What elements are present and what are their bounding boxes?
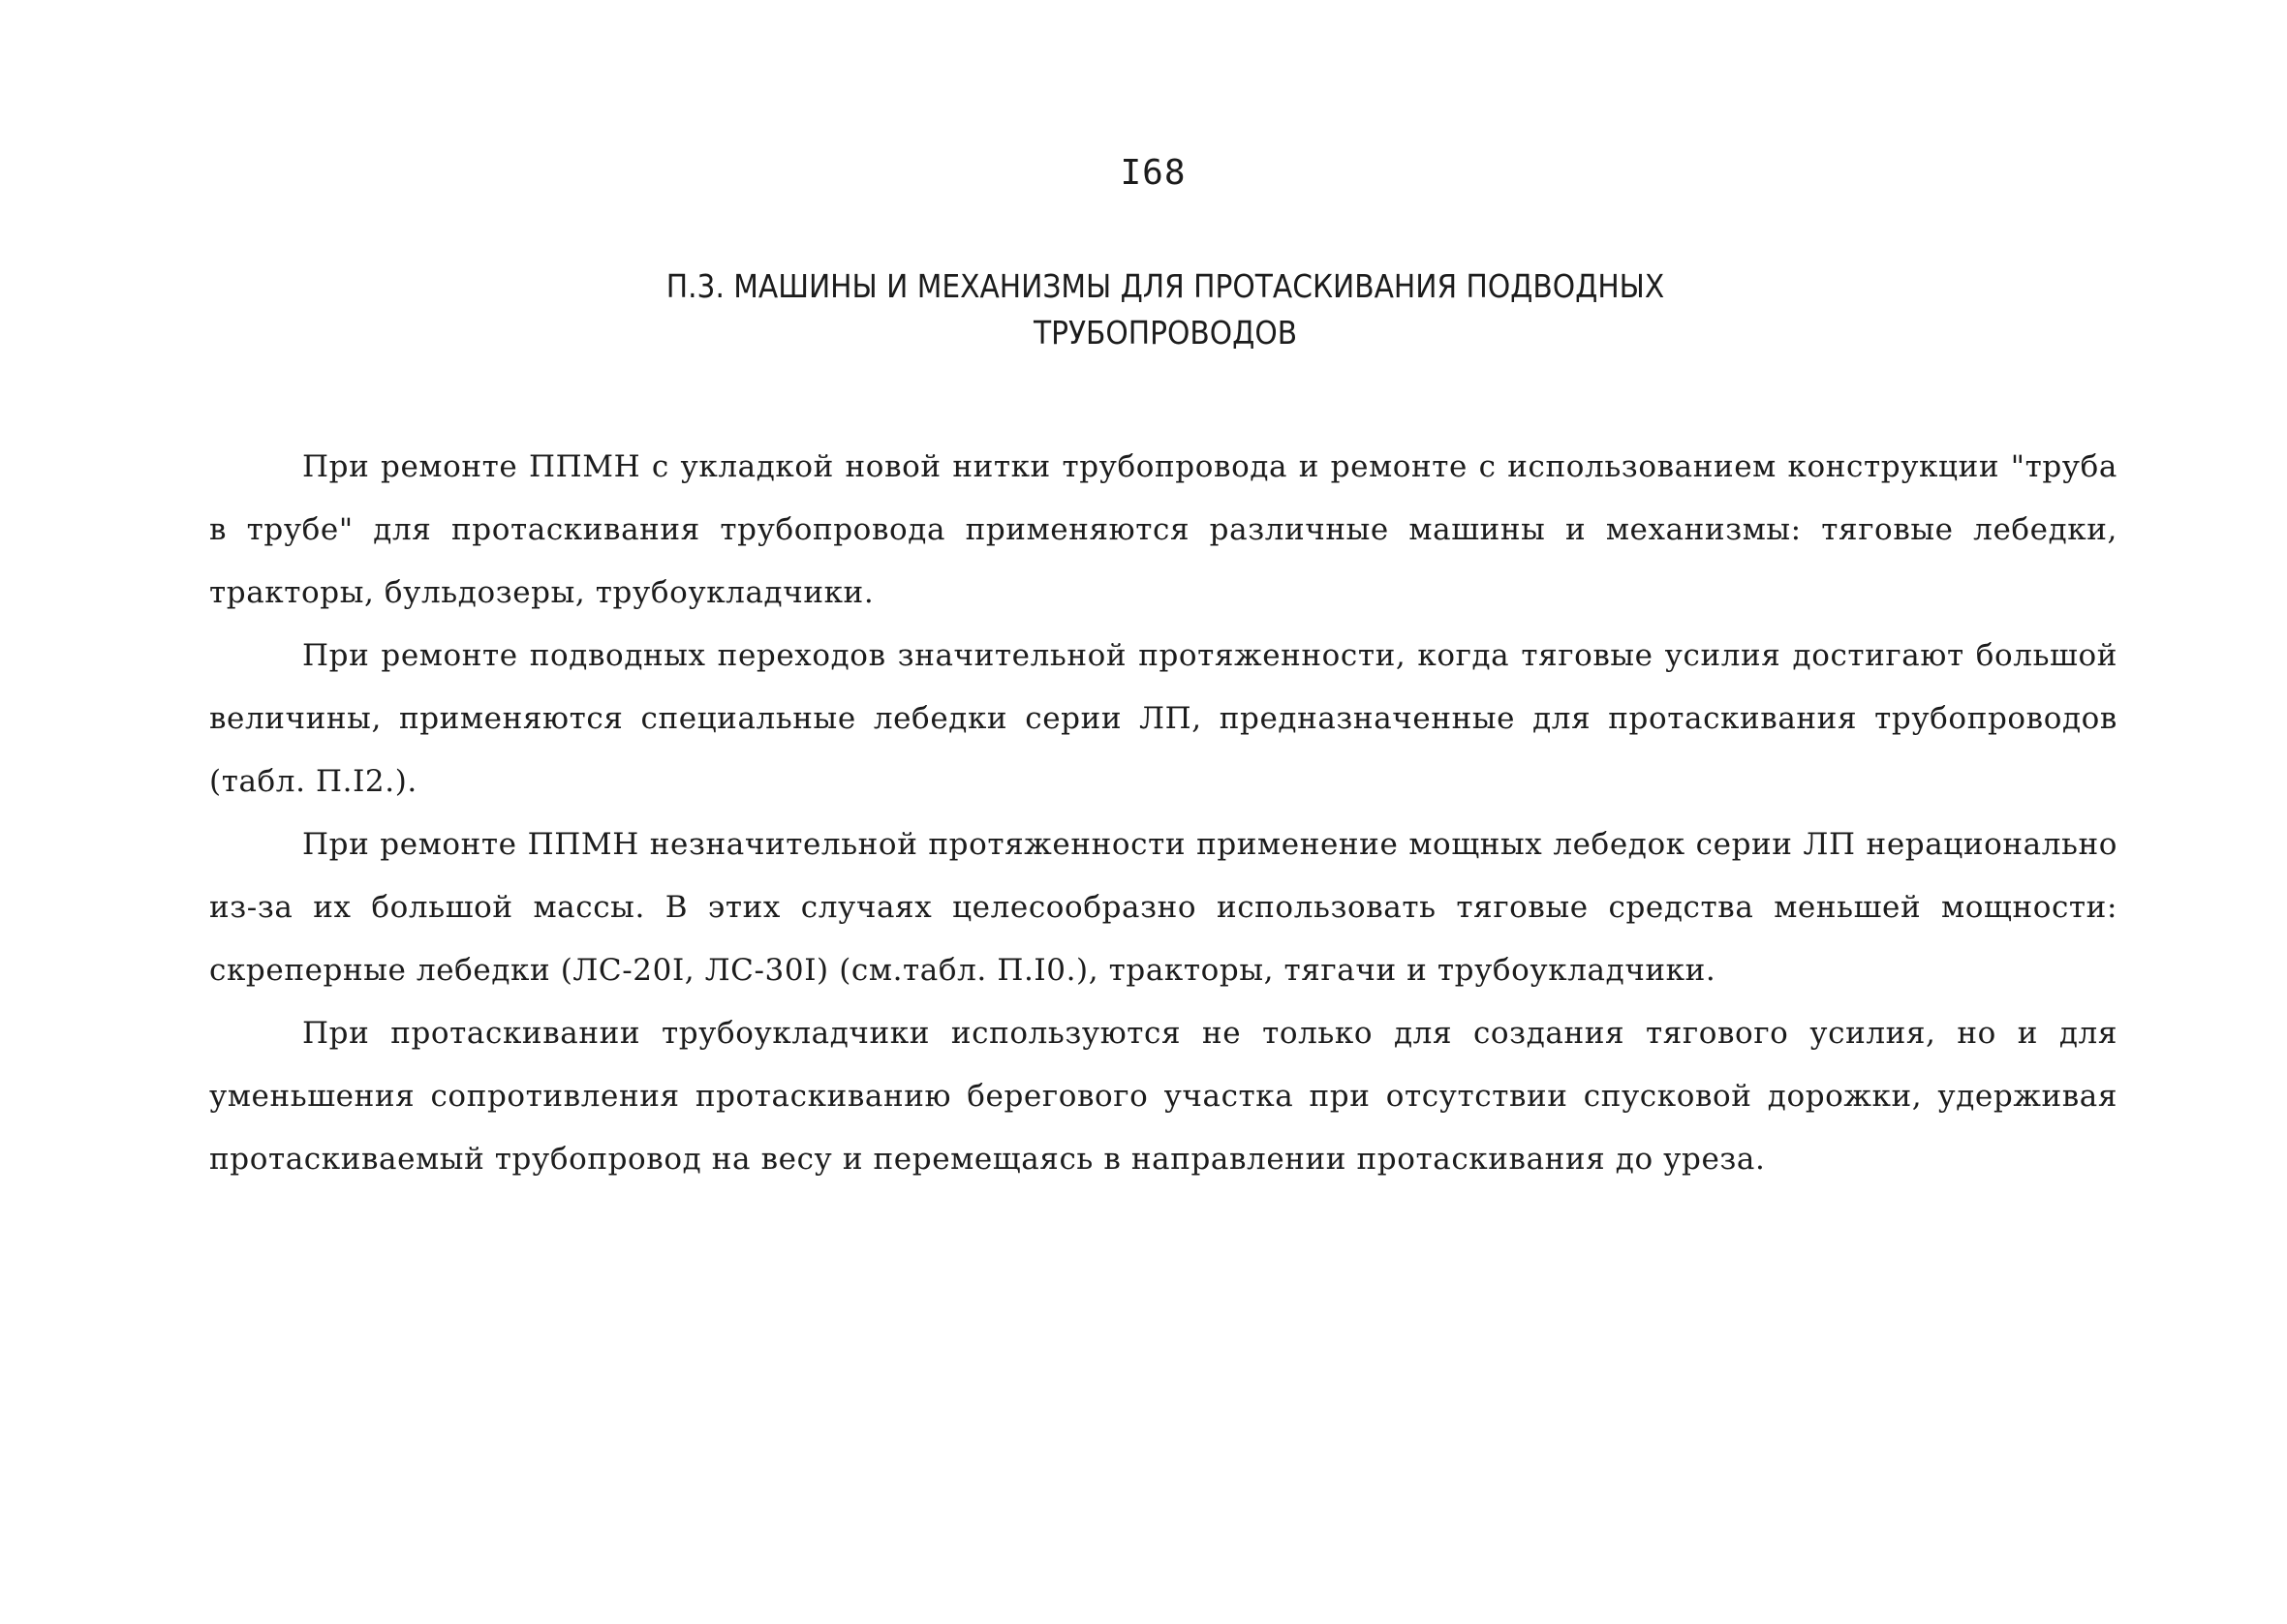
paragraph-2: При ремонте подводных переходов значительной протяженности, когда тяговые усилия достигают большой величины, применяются специальные лебедки серии ЛП, предназначенные для протаскивания трубопроводов (табл. П.I2.). [209,638,2117,799]
body-text [209,436,2117,1191]
paragraph-4: При протаскивании трубоукладчики используются не только для создания тягового усилия, но и для уменьшения сопротивления протаскиванию берегового участка при отсутствии спусковой дорожки, удерживая протаскиваемый трубопровод на весу и перемещаясь в направлении протаскивания до уреза. [209,1016,2117,1177]
paragraph-3: При ремонте ППМН незначительной протяженности применение мощных лебедок серии ЛП нерационально из-за их большой массы. В этих случаях целесообразно использовать тяговые средства меньшей мощности: скреперные лебедки (ЛС-20I, ЛС-30I) (см.табл. П.I0.), тракторы, тягачи и трубоукладчики. [209,827,2117,988]
paragraph-1: При ремонте ППМН с укладкой новой нитки трубопровода и ремонте с использованием конструкции "труба в трубе" для протаскивания трубопровода применяются различные машины и механизмы: тяговые лебедки, тракторы, бульдозеры, трубоукладчики. [209,449,2117,610]
section-title-line-2: ТРУБОПРОВОДОВ [1033,314,1298,352]
section-title [0,263,2287,356]
section-title-line-1: П.3. МАШИНЫ И МЕХАНИЗМЫ ДЛЯ ПРОТАСКИВАНИЯ ПОДВОДНЫХ [665,267,1665,305]
page-number: I68 [1120,153,1187,193]
